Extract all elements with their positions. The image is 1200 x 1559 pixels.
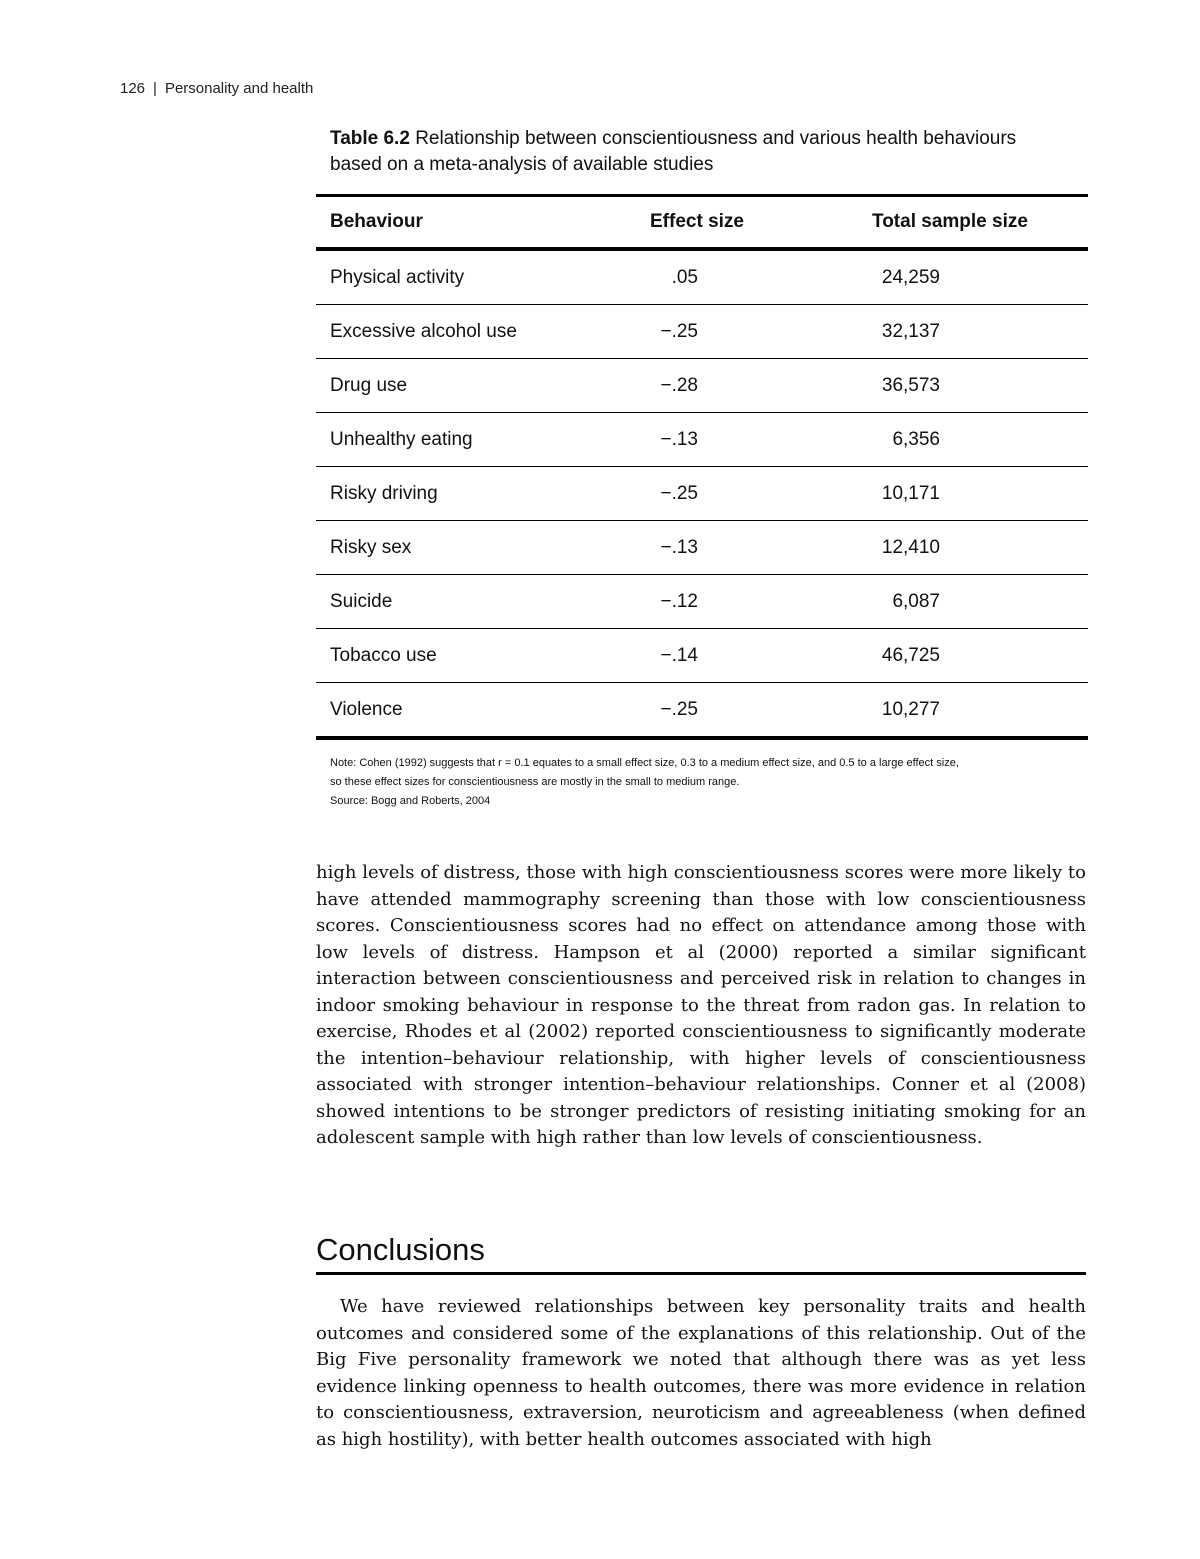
cell-effect-size — [636, 249, 858, 305]
cell-effect-size — [636, 521, 858, 575]
cell-behaviour: Tobacco use — [316, 629, 636, 683]
table-row — [316, 521, 1088, 575]
cell-behaviour: Violence — [316, 683, 636, 739]
cell-effect-size — [636, 413, 858, 467]
effect-value: −.25 — [660, 320, 698, 342]
cell-effect-size — [636, 629, 858, 683]
sample-value: 46,725 — [881, 644, 940, 666]
cell-sample-size — [858, 305, 1088, 359]
section-heading: Conclusions — [316, 1230, 1086, 1275]
running-head-separator: | — [153, 80, 157, 97]
cell-sample-size — [858, 467, 1088, 521]
page-number: 126 — [120, 80, 146, 97]
cell-sample-size — [858, 249, 1088, 305]
effect-value: −.25 — [660, 698, 698, 720]
effect-value: −.12 — [660, 590, 698, 612]
table-row — [316, 249, 1088, 305]
header-total-sample-size: Total sample size — [858, 196, 1088, 250]
cell-sample-size — [858, 575, 1088, 629]
effect-value: −.14 — [660, 644, 698, 666]
cell-behaviour: Excessive alcohol use — [316, 305, 636, 359]
body-paragraph: We have reviewed relationships between key personality traits and health outcomes and considered some of the explanations of this relationship. Out of the Big Five personality framework we noted that although there was as yet less evidence linking openness to health outcomes, there was more evidence in relation to conscientiousness, extraversion, neuroticism and agreeableness (when defined as high hostility), with better health outcomes associated with high — [316, 1296, 1086, 1450]
effect-value: −.28 — [660, 374, 698, 396]
sample-value: 10,277 — [881, 698, 940, 720]
cell-behaviour: Physical activity — [316, 249, 636, 305]
sample-value: 24,259 — [881, 266, 940, 288]
running-head — [120, 80, 313, 97]
table-row — [316, 305, 1088, 359]
cell-behaviour: Risky driving — [316, 467, 636, 521]
cell-sample-size — [858, 683, 1088, 739]
effect-value: −.13 — [660, 428, 698, 450]
cell-behaviour: Suicide — [316, 575, 636, 629]
cell-effect-size — [636, 683, 858, 739]
table-caption-text: Relationship between conscientiousness and various health behaviours based on a meta-analysis of available studies — [330, 128, 1017, 175]
table-caption — [330, 126, 1030, 178]
sample-value: 6,087 — [892, 590, 940, 612]
sample-value: 6,356 — [892, 428, 940, 450]
cell-sample-size — [858, 359, 1088, 413]
table-source: Source: Bogg and Roberts, 2004 — [330, 795, 491, 807]
table-row — [316, 683, 1088, 739]
table-header-row — [316, 196, 1088, 250]
table-block — [316, 126, 1088, 811]
sample-value: 12,410 — [881, 536, 940, 558]
cell-effect-size — [636, 359, 858, 413]
body-paragraph: high levels of distress, those with high conscientiousness scores were more likely to have attended mammography screening than those with low conscientiousness scores. Conscientiousness scores had no effect on attendance among those with low levels of distress. Hampson et al (2000) reported a similar significant interaction between conscientiousness and perceived risk in relation to changes in indoor smoking behaviour in response to the threat from radon gas. In relation to exercise, Rhodes et al (2002) reported conscientiousness to significantly moderate the intention–behaviour relationship, with higher levels of conscientiousness associated with stronger intention–behaviour relationships. Conner et al (2008) showed intentions to be stronger predictors of resisting initiating smoking for an adolescent sample with high rather than low levels of conscientiousness. — [316, 862, 1086, 1148]
data-table — [316, 194, 1088, 740]
cell-sample-size — [858, 629, 1088, 683]
table-label: Table 6.2 — [330, 128, 410, 149]
table-row — [316, 413, 1088, 467]
sample-value: 36,573 — [881, 374, 940, 396]
header-effect-size: Effect size — [636, 196, 858, 250]
effect-value: −.25 — [660, 482, 698, 504]
table-row — [316, 359, 1088, 413]
running-head-title: Personality and health — [164, 80, 314, 97]
header-behaviour: Behaviour — [316, 196, 636, 250]
sample-value: 10,171 — [881, 482, 940, 504]
cell-sample-size — [858, 413, 1088, 467]
cell-effect-size — [636, 467, 858, 521]
table-row — [316, 467, 1088, 521]
sample-value: 32,137 — [881, 320, 940, 342]
table-row — [316, 629, 1088, 683]
cell-effect-size — [636, 305, 858, 359]
table-note — [330, 754, 1080, 811]
cell-sample-size — [858, 521, 1088, 575]
cell-effect-size — [636, 575, 858, 629]
effect-value: .05 — [671, 266, 698, 288]
cell-behaviour: Drug use — [316, 359, 636, 413]
table-note-line: so these effect sizes for conscientiousness are mostly in the small to medium range. — [330, 776, 740, 788]
table-row — [316, 575, 1088, 629]
effect-value: −.13 — [660, 536, 698, 558]
cell-behaviour: Unhealthy eating — [316, 413, 636, 467]
cell-behaviour: Risky sex — [316, 521, 636, 575]
table-note-line: Note: Cohen (1992) suggests that r = 0.1 equates to a small effect size, 0.3 to a medium effect size, and 0.5 to a large effect size, — [330, 757, 959, 769]
